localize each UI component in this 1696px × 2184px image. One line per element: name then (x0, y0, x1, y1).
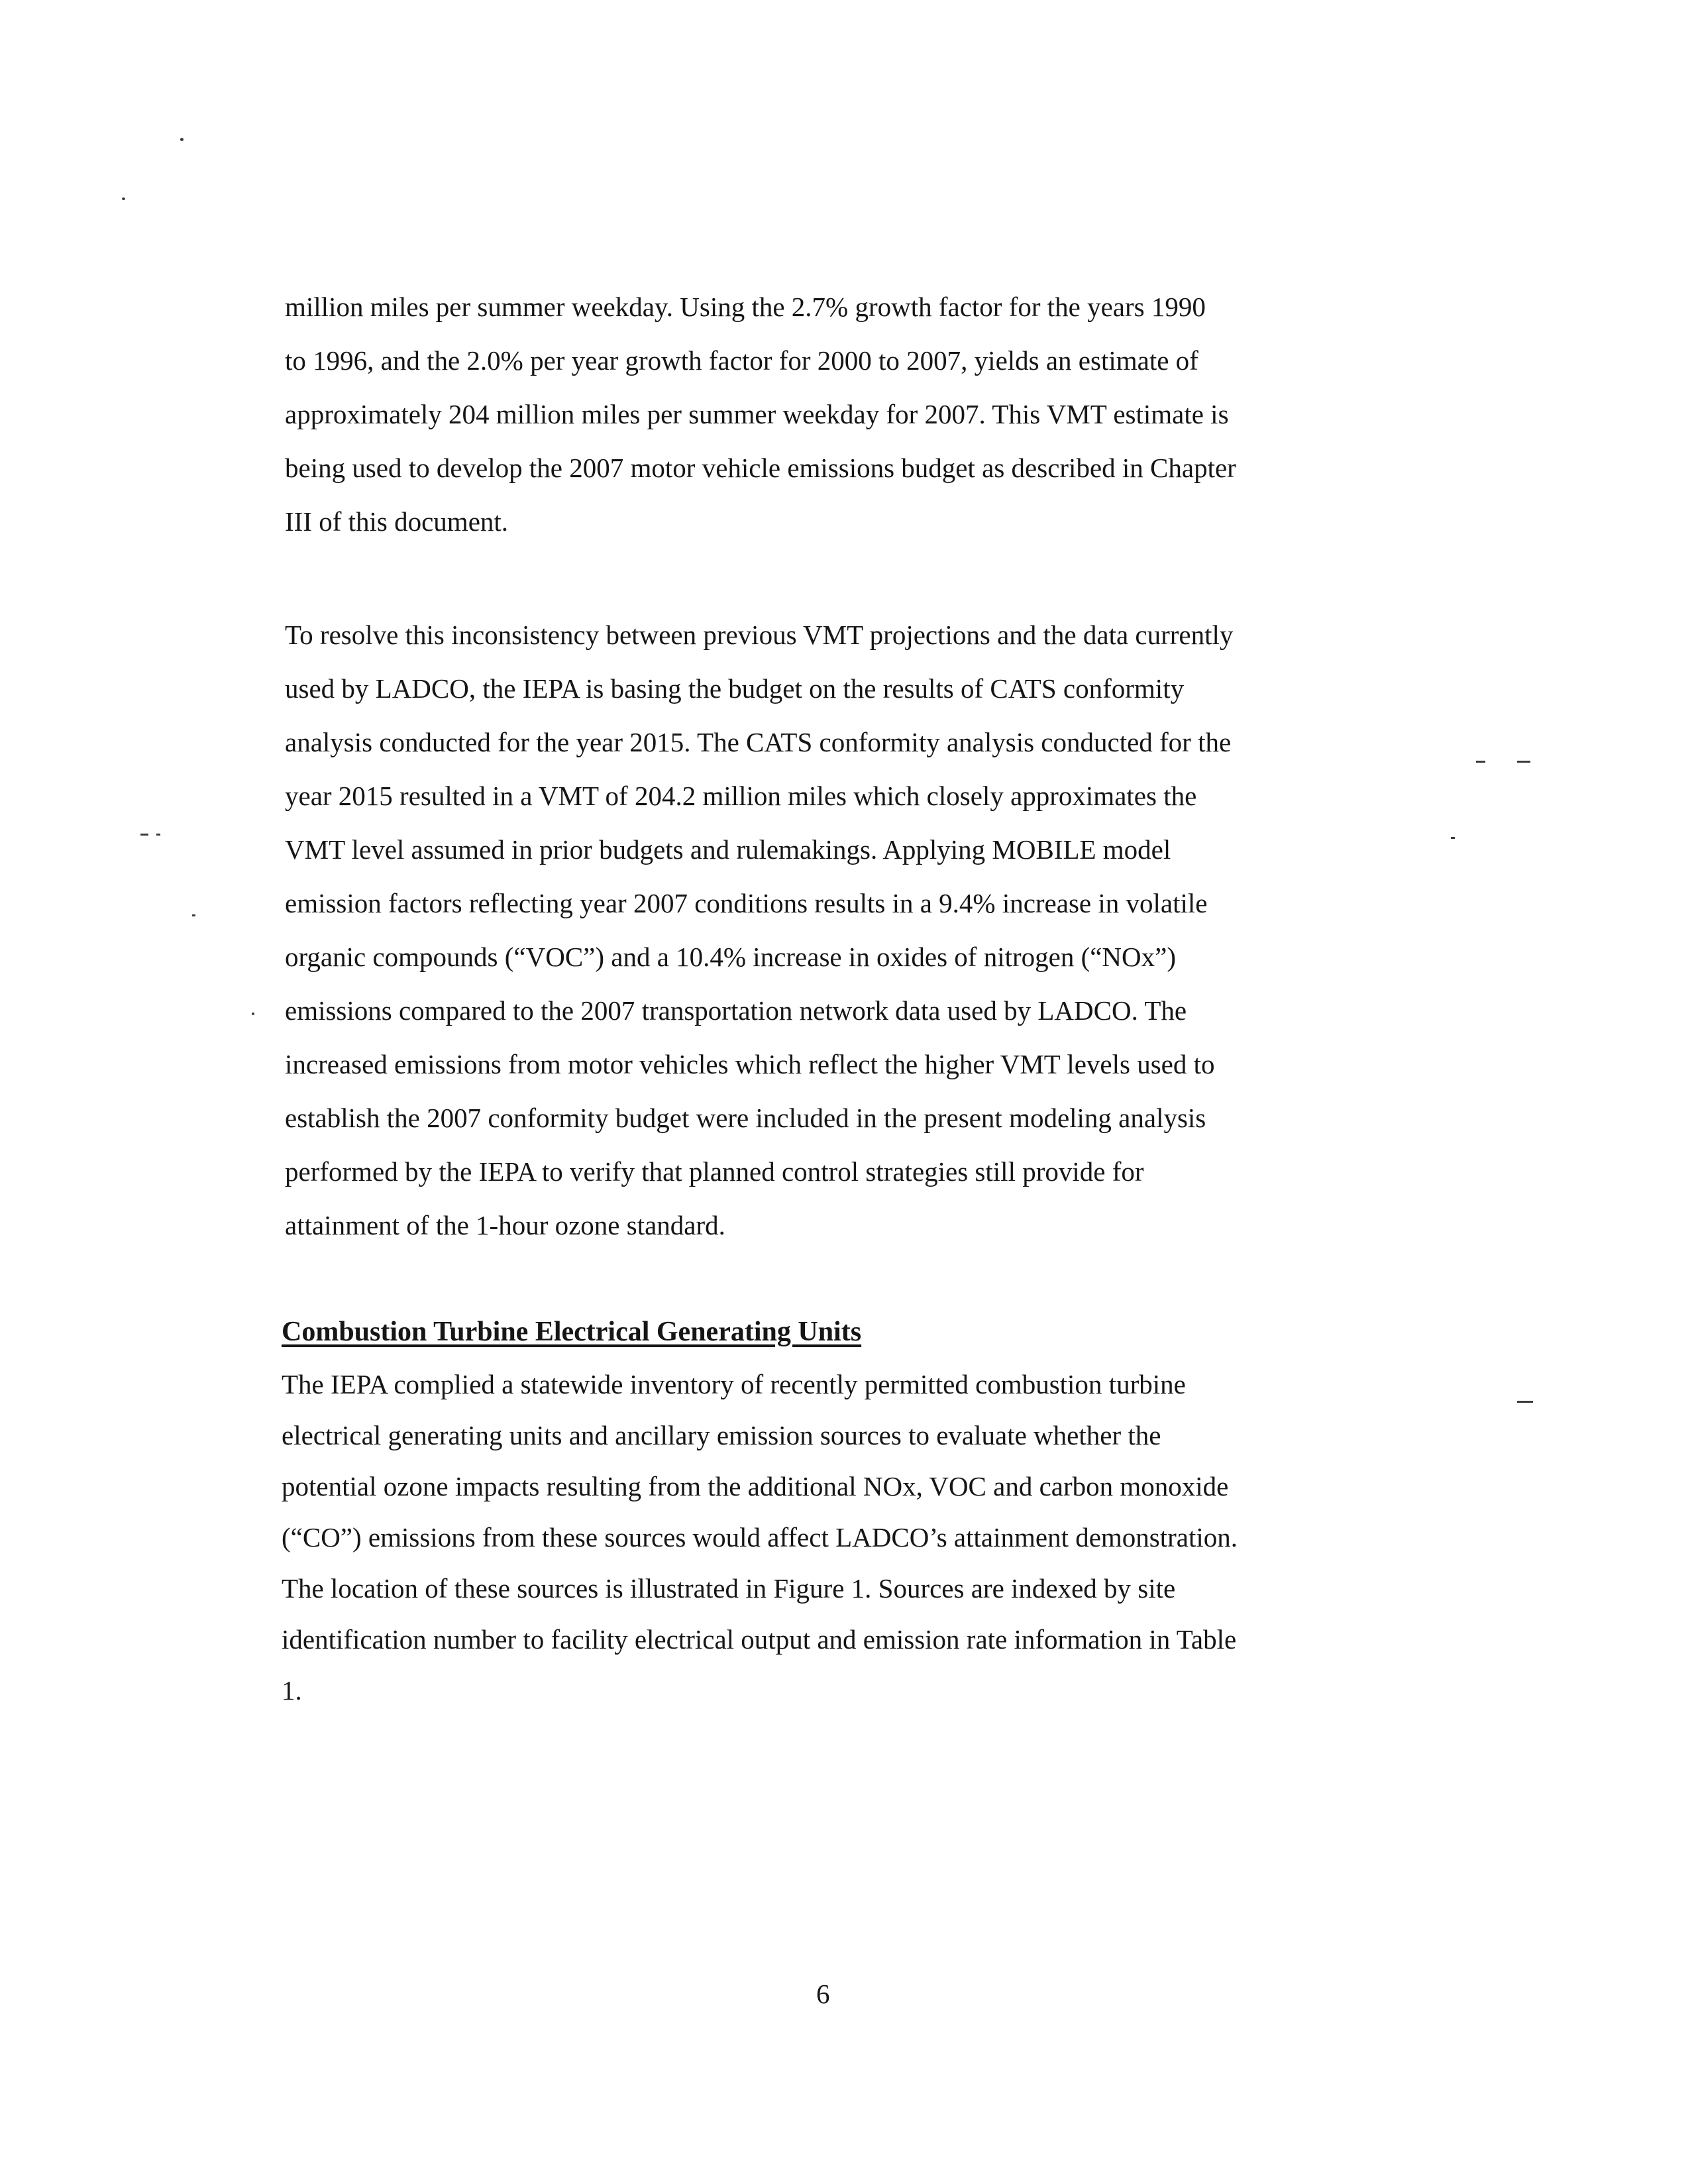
paragraph-line: identification number to facility electrical output and emission rate information in Table (282, 1624, 1237, 1655)
paragraph-line: year 2015 resulted in a VMT of 204.2 million miles which closely approximates the (285, 781, 1197, 811)
paragraph-line: to 1996, and the 2.0% per year growth factor for 2000 to 2007, yields an estimate of (285, 345, 1198, 376)
scan-speck (1517, 761, 1530, 763)
paragraph-line: The IEPA complied a statewide inventory of recently permitted combustion turbine (282, 1369, 1186, 1399)
scan-speck (252, 1012, 254, 1015)
paragraph-line: (“CO”) emissions from these sources would affect LADCO’s attainment demonstration. (282, 1522, 1238, 1553)
paragraph-line: million miles per summer weekday. Using the 2.7% growth factor for the years 1990 (285, 292, 1206, 322)
scan-speck (1476, 761, 1485, 763)
paragraph-line: VMT level assumed in prior budgets and rulemakings. Applying MOBILE model (285, 834, 1171, 865)
scan-speck (122, 197, 125, 200)
paragraph-line: being used to develop the 2007 motor vehicle emissions budget as described in Chapter (285, 453, 1236, 483)
scan-speck (140, 834, 148, 836)
page-number: 6 (816, 1979, 830, 2009)
scan-speck (156, 834, 160, 836)
paragraph-line: To resolve this inconsistency between previous VMT projections and the data currently (285, 620, 1234, 650)
paragraph-line: analysis conducted for the year 2015. The CATS conformity analysis conducted for the (285, 727, 1232, 757)
paragraph-line: emission factors reflecting year 2007 conditions results in a 9.4% increase in volatile (285, 888, 1208, 918)
paragraph-line: establish the 2007 conformity budget were included in the present modeling analysis (285, 1103, 1206, 1133)
scan-speck (1451, 837, 1455, 839)
paragraph-line: electrical generating units and ancillary emission sources to evaluate whether the (282, 1420, 1161, 1450)
paragraph-line: 1. (282, 1675, 302, 1706)
paragraph-line: potential ozone impacts resulting from the additional NOx, VOC and carbon monoxide (282, 1471, 1229, 1502)
paragraph-line: used by LADCO, the IEPA is basing the budget on the results of CATS conformity (285, 673, 1185, 704)
paragraph-line: increased emissions from motor vehicles which reflect the higher VMT levels used to (285, 1049, 1215, 1079)
scan-speck (180, 138, 184, 141)
paragraph-line: emissions compared to the 2007 transportation network data used by LADCO. The (285, 995, 1187, 1026)
section-heading: Combustion Turbine Electrical Generating Units (282, 1317, 862, 1347)
paragraph-line: III of this document. (285, 506, 509, 537)
scan-speck (192, 914, 195, 916)
paragraph-line: approximately 204 million miles per summer weekday for 2007. This VMT estimate is (285, 399, 1229, 429)
paragraph-line: performed by the IEPA to verify that planned control strategies still provide for (285, 1156, 1144, 1187)
scan-speck (1517, 1401, 1533, 1403)
paragraph-line: organic compounds (“VOC”) and a 10.4% increase in oxides of nitrogen (“NOx”) (285, 942, 1176, 972)
paragraph-line: The location of these sources is illustrated in Figure 1. Sources are indexed by site (282, 1573, 1176, 1604)
paragraph-line: attainment of the 1-hour ozone standard. (285, 1210, 725, 1240)
